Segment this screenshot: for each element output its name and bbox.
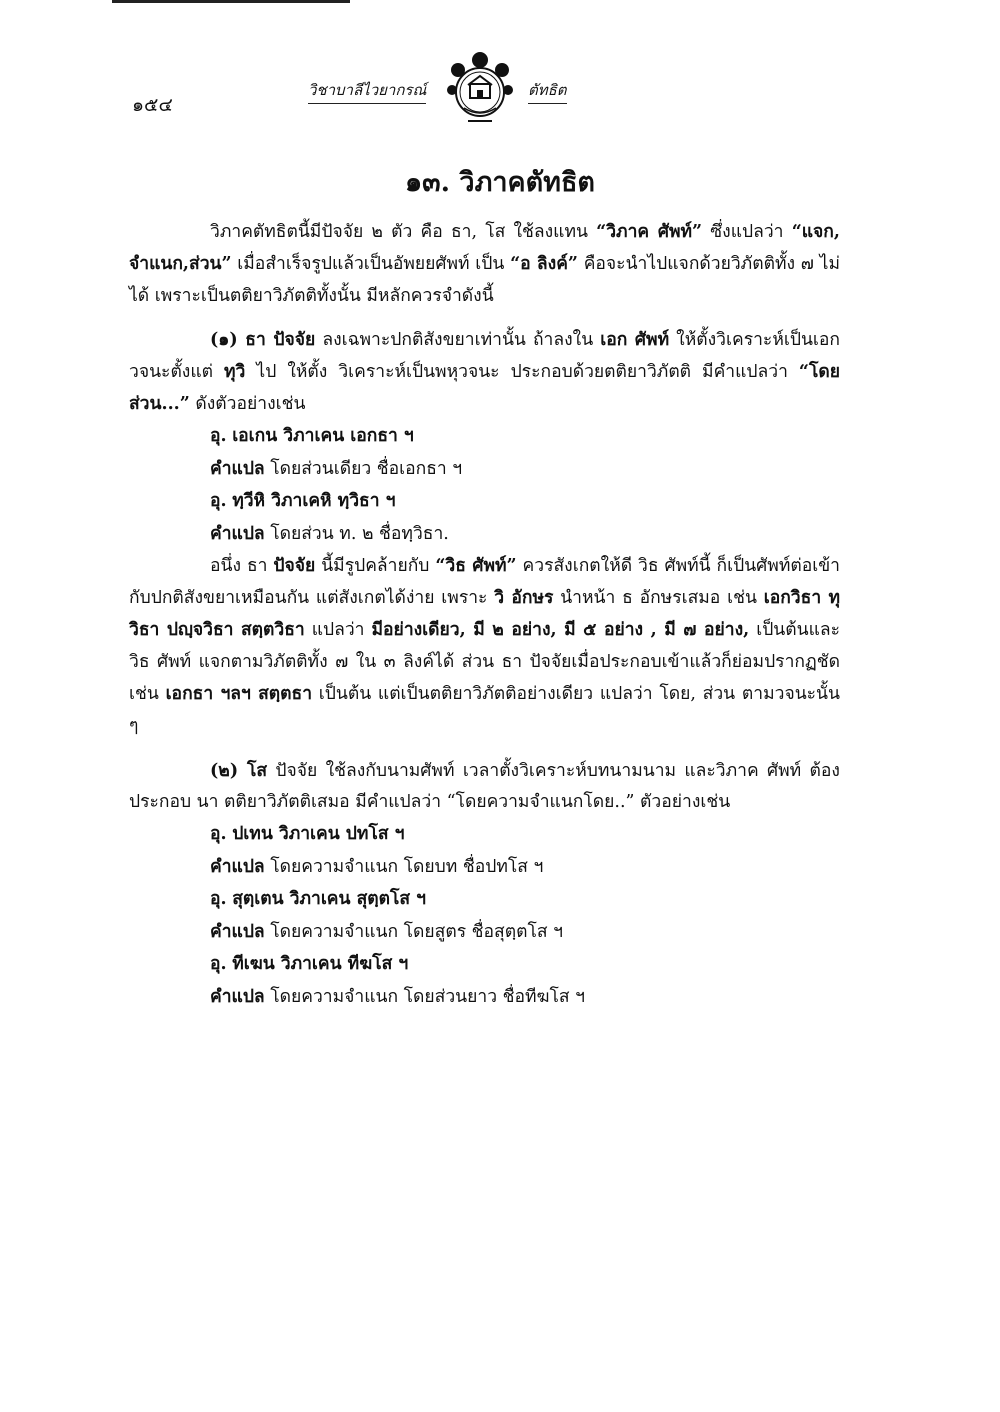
translation-label: คำแปล bbox=[210, 458, 265, 479]
example-text: เอเกน วิภาเคน เอกธา ฯ bbox=[232, 426, 414, 446]
note-term: เอกวิธา ทุวิธา ปญฺจวิธา สตฺตวิธา bbox=[129, 588, 840, 640]
example-text: ทีเฆน วิภาเคน ทีฆโส ฯ bbox=[232, 954, 409, 974]
example-label: อุ. bbox=[210, 889, 227, 909]
section-title: ๑๓. วิภาคตัทธิต bbox=[405, 167, 595, 198]
note-term: วิ อักษร bbox=[494, 588, 554, 608]
example-line bbox=[210, 453, 840, 486]
translation-text: โดยส่วน ท. ๒ ชื่อทฺวิธา. bbox=[270, 523, 449, 544]
note-text: เป็นต้นและ วิธ ศัพท์ แจกตามวิภัตติทั้ง ๗ ใน ๓ ลิงค์ได้ ส่วน ธา ปัจจัยเมื่อประกอบเข้าแล้วก็ย่อมปรากฏชัด เช่น bbox=[129, 620, 840, 704]
section-1-paragraph bbox=[129, 324, 840, 420]
translation-label: คำแปล bbox=[210, 523, 265, 544]
top-border-line bbox=[112, 0, 350, 3]
section-1-term: ทุวิ bbox=[224, 362, 246, 382]
translation-text: โดยความจำแนก โดยส่วนยาว ชื่อทีฆโส ฯ bbox=[270, 986, 585, 1007]
note-text: นำหน้า ธ อักษรเสมอ เช่น bbox=[553, 588, 764, 608]
note-text: ควรสังเกตให้ดี วิธ ศัพท์นี้ ก็เป็นศัพท์ต่อเข้ากับปกติสังขยาเหมือนกัน แต่สังเกตได้ง่าย เพราะ bbox=[129, 556, 840, 608]
section-1-text: ไป ให้ตั้ง วิเคราะห์เป็นพหุวจนะ ประกอบด้วยตติยาวิภัตติ มีคำแปลว่า bbox=[245, 362, 799, 382]
example-line bbox=[210, 981, 840, 1014]
section-1-term: “โดยส่วน...” bbox=[129, 362, 840, 414]
intro-text: ซึ่งแปลว่า bbox=[702, 222, 792, 242]
translation-label: คำแปล bbox=[210, 921, 265, 942]
example-line bbox=[210, 485, 840, 518]
example-label: อุ. bbox=[210, 954, 227, 974]
translation-text: โดยความจำแนก โดยสูตร ชื่อสุตฺตโส ฯ bbox=[270, 921, 563, 942]
example-line bbox=[210, 883, 840, 916]
section-2-text: ปัจจัย ใช้ลงกับนามศัพท์ เวลาตั้งวิเคราะห์บทนามนาม และวิภาค ศัพท์ ต้องประกอบ นา ตติยาวิภัตติเสมอ มีคำแปลว่า “โดยความจำแนกโดย..” ตัวอย่างเช่น bbox=[129, 761, 840, 812]
note-text: อนึ่ง ธา bbox=[210, 556, 274, 576]
example-line bbox=[210, 518, 840, 551]
section-1-text: ให้ตั้งวิเคราะห์เป็นเอกวจนะตั้งแต่ bbox=[129, 330, 840, 382]
example-text: สุตฺเตน วิภาเคน สุตฺตโส ฯ bbox=[232, 889, 426, 909]
page-header bbox=[0, 48, 1000, 128]
note-term: มีอย่างเดียว, มี ๒ อย่าง, มี ๕ อย่าง , มี ๗ อย่าง, bbox=[371, 620, 750, 640]
intro-text: วิภาคตัทธิตนี้มีปัจจัย ๒ ตัว คือ ธา, โส ใช้ลงแทน bbox=[210, 222, 597, 242]
note-text: แปลว่า bbox=[304, 620, 372, 640]
section-2-heading: (๒) โส bbox=[210, 761, 268, 781]
page-number: ๑๕๔ bbox=[132, 94, 173, 116]
section-1-examples bbox=[210, 420, 840, 550]
example-label: อุ. bbox=[210, 426, 227, 446]
example-line bbox=[210, 420, 840, 453]
section-1-text: ลงเฉพาะปกติสังขยาเท่านั้น ถ้าลงใน bbox=[315, 330, 601, 350]
translation-text: โดยส่วนเดียว ชื่อเอกธา ฯ bbox=[270, 458, 463, 479]
intro-term: “วิภาค ศัพท์” bbox=[596, 222, 703, 242]
chapter-name: ตัทธิต bbox=[528, 78, 567, 104]
book-title: วิชาบาลีไวยากรณ์ bbox=[308, 78, 426, 104]
example-text: ทฺวีหิ วิภาเคหิ ทฺวิธา ฯ bbox=[232, 491, 396, 511]
intro-term: “อ ลิงค์” bbox=[510, 254, 578, 274]
example-line bbox=[210, 851, 840, 884]
example-label: อุ. bbox=[210, 824, 227, 844]
note-paragraph bbox=[129, 550, 840, 742]
example-line bbox=[210, 818, 840, 851]
section-1-heading: (๑) ธา ปัจจัย bbox=[210, 330, 316, 350]
note-term: “วิธ ศัพท์” bbox=[435, 556, 517, 576]
note-text: นี้มีรูปคล้ายกับ bbox=[315, 556, 436, 576]
seal-emblem-icon bbox=[438, 48, 522, 128]
note-text: เป็นต้น แต่เป็นตติยาวิภัตติอย่างเดียว แปลว่า โดย, ส่วน ตามวจนะนั้น ๆ bbox=[129, 684, 840, 736]
translation-label: คำแปล bbox=[210, 856, 265, 877]
intro-term: “แจก, จำแนก,ส่วน” bbox=[129, 222, 840, 274]
note-term: เอกธา ฯลฯ สตฺตธา bbox=[165, 684, 313, 704]
section-1-term: เอก ศัพท์ bbox=[600, 330, 670, 350]
translation-text: โดยความจำแนก โดยบท ชื่อปทโส ฯ bbox=[270, 856, 544, 877]
section-2-examples bbox=[210, 818, 840, 1013]
intro-text: คือจะนำไปแจกด้วยวิภัตติทั้ง ๗ ไม่ได้ เพราะเป็นตติยาวิภัตติทั้งนั้น มีหลักควรจำดังนี้ bbox=[129, 254, 840, 306]
body-text bbox=[129, 216, 840, 1013]
example-text: ปเทน วิภาเคน ปทโส ฯ bbox=[232, 824, 405, 844]
section-2-paragraph bbox=[129, 756, 840, 818]
note-term: ปัจจัย bbox=[273, 556, 316, 576]
intro-paragraph bbox=[129, 216, 840, 312]
intro-text: เมื่อสำเร็จรูปแล้วเป็นอัพยยศัพท์ เป็น bbox=[231, 254, 511, 274]
translation-label: คำแปล bbox=[210, 986, 265, 1007]
example-line bbox=[210, 948, 840, 981]
example-label: อุ. bbox=[210, 491, 227, 511]
section-1-text: ดังตัวอย่างเช่น bbox=[189, 394, 306, 414]
example-line bbox=[210, 916, 840, 949]
